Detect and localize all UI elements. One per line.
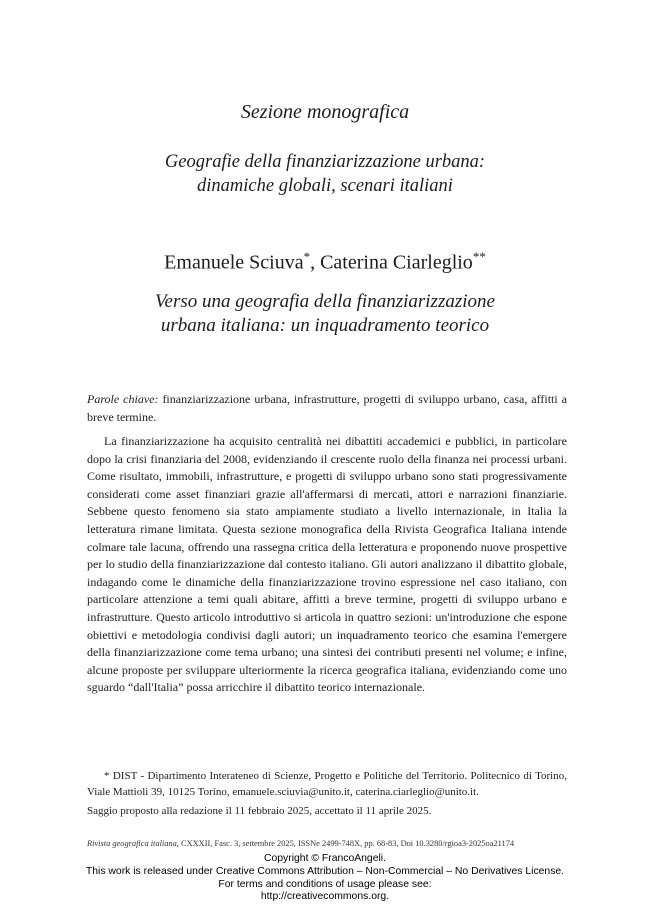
license-line: This work is released under Creative Commons Attribution – Non-Commercial – No Derivatives License. xyxy=(85,865,565,877)
keywords-text: finanziarizzazione urbana, infrastrutture, progetti di sviluppo urbano, casa, affitti a breve termine. xyxy=(87,392,567,424)
article-title xyxy=(0,290,650,338)
author-name: Emanuele Sciuva xyxy=(164,251,304,274)
author-separator: , xyxy=(310,251,321,274)
submission-dates: Saggio proposto alla redazione il 11 febbraio 2025, accettato il 11 aprile 2025. xyxy=(87,805,432,817)
author-footnote-mark: * xyxy=(303,249,311,264)
journal-citation xyxy=(87,838,567,850)
author-name: Caterina Ciarleglio xyxy=(320,251,473,274)
authors xyxy=(0,249,650,275)
article-title-line-2: urbana italiana: un inquadramento teorico xyxy=(160,315,490,336)
journal-name: Rivista geografica italiana xyxy=(87,839,177,848)
monograph-title xyxy=(0,150,650,198)
article-title-line-1: Verso una geografia della finanziarizzazione xyxy=(155,291,495,312)
monograph-title-line-2: dinamiche globali, scenari italiani xyxy=(197,176,453,196)
section-heading: Sezione monografica xyxy=(240,101,410,123)
terms-line: For terms and conditions of usage please see: xyxy=(218,878,432,890)
keywords-label: Parole chiave: xyxy=(87,392,159,406)
citation-details: , CXXXII, Fasc. 3, settembre 2025, ISSNe 2499-748X, pp. 68-83, Doi 10.3280/rgioa3-2025oa21174 xyxy=(176,839,515,848)
license-link[interactable]: http://creativecommons.org. xyxy=(260,891,390,903)
monograph-title-line-1: Geografie della finanziarizzazione urbana: xyxy=(164,152,486,172)
author-footnote-mark: ** xyxy=(472,249,486,264)
abstract-paragraph: La finanziarizzazione ha acquisito centralità nei dibattiti accademici e pubblici, in particolare dopo la crisi finanziaria del 2008, evidenziando il crescente ruolo della finanza nei processi urbani. Come risultato, immobili, infrastrutture, e progetti di sviluppo urbano sono stati progressivamente considerati come asset finanziari grazie all'affermarsi di mercati, attori e narrazioni finanziarie. Sebbene questo fenomeno sia stato ampiamente studiato a livello internazionale, in Italia la letteratura rimane limitata. Questa sezione monografica della Rivista Geografica Italiana intende colmare tale lacuna, offrendo una rassegna critica della letteratura e proponendo nuove prospettive per lo studio della finanziarizzazione dal contesto italiano. Gli autori analizzano il dibattito globale, indagando come le dinamiche della finanziarizzazione trovino espressione nel caso italiano, con particolare attenzione a temi quali abitare, affitti a breve termine, progetti di sviluppo urbano e infrastrutture. Questo articolo introduttivo si articola in quattro sezioni: un'introduzione che espone obiettivi e metodologia condivisi dagli autori; un inquadramento teorico che esamina l'emergere della finanziarizzazione come tema urbano; una sintesi dei contributi presenti nel volume; e infine, alcune proposte per sviluppare ulteriormente la ricerca geografica italiana, evidenziando come uno sguardo “dall'Italia” possa arricchire il dibattito teorico internazionale. xyxy=(87,434,567,695)
license-notice xyxy=(0,853,650,904)
keywords xyxy=(87,390,567,426)
affiliation-footnote: * DIST - Dipartimento Interateneo di Scienze, Progetto e Politiche del Territorio. Politecnico di Torino, Viale Mattioli 39, 10125 Torino, emanuele.sciuvia@unito.it, caterina.ciarleglio@unito.it. xyxy=(87,770,567,798)
copyright-line: Copyright © FrancoAngeli. xyxy=(263,853,386,864)
